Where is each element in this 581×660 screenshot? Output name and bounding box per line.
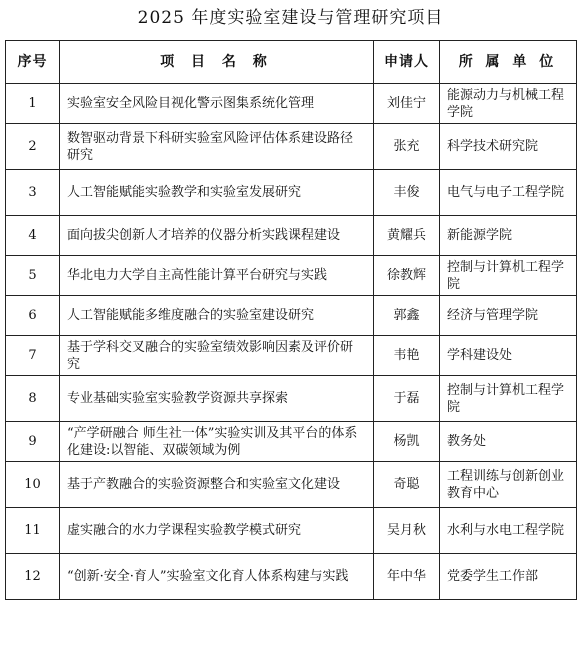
department: 水利与水电工程学院: [440, 508, 577, 554]
applicant: 韦艳: [374, 336, 440, 376]
project-title: 人工智能赋能多维度融合的实验室建设研究: [60, 296, 374, 336]
row-number: 8: [6, 376, 60, 422]
header-project-name: 项 目 名 称: [60, 41, 374, 84]
department: 学科建设处: [440, 336, 577, 376]
department: 电气与电子工程学院: [440, 170, 577, 216]
header-department: 所 属 单 位: [440, 41, 577, 84]
row-number: 3: [6, 170, 60, 216]
department: 教务处: [440, 422, 577, 462]
applicant: 奇聪: [374, 462, 440, 508]
applicant: 黄耀兵: [374, 216, 440, 256]
row-number: 7: [6, 336, 60, 376]
table-row: [6, 216, 577, 256]
header-no: 序号: [6, 41, 60, 84]
applicant: 郭鑫: [374, 296, 440, 336]
header-applicant: 申请人: [374, 41, 440, 84]
row-number: 4: [6, 216, 60, 256]
row-number: 2: [6, 124, 60, 170]
department: 科学技术研究院: [440, 124, 577, 170]
department: 经济与管理学院: [440, 296, 577, 336]
row-number: 1: [6, 84, 60, 124]
applicant: 丰俊: [374, 170, 440, 216]
applicant: 年中华: [374, 554, 440, 600]
applicant: 于磊: [374, 376, 440, 422]
project-title: 数智驱动背景下科研实验室风险评估体系建设路径研究: [60, 124, 374, 170]
project-title: “创新·安全·育人”实验室文化育人体系构建与实践: [60, 554, 374, 600]
applicant: 刘佳宁: [374, 84, 440, 124]
applicant: 徐教辉: [374, 256, 440, 296]
table-row: [6, 422, 577, 462]
applicant: 杨凯: [374, 422, 440, 462]
project-title: 人工智能赋能实验教学和实验室发展研究: [60, 170, 374, 216]
table-row: [6, 296, 577, 336]
project-title: 基于学科交叉融合的实验室绩效影响因素及评价研究: [60, 336, 374, 376]
table-row: [6, 554, 577, 600]
row-number: 9: [6, 422, 60, 462]
row-number: 5: [6, 256, 60, 296]
project-title: 虚实融合的水力学课程实验教学模式研究: [60, 508, 374, 554]
project-title: 华北电力大学自主高性能计算平台研究与实践: [60, 256, 374, 296]
project-title: 基于产教融合的实验资源整合和实验室文化建设: [60, 462, 374, 508]
applicant: 吴月秋: [374, 508, 440, 554]
table-row: [6, 84, 577, 124]
row-number: 10: [6, 462, 60, 508]
table-row: [6, 256, 577, 296]
table-row: [6, 508, 577, 554]
table-row: [6, 376, 577, 422]
table-header-row: [6, 41, 577, 84]
department: 党委学生工作部: [440, 554, 577, 600]
table-row: [6, 462, 577, 508]
applicant: 张充: [374, 124, 440, 170]
department: 控制与计算机工程学院: [440, 376, 577, 422]
table-row: [6, 170, 577, 216]
table-row: [6, 336, 577, 376]
row-number: 12: [6, 554, 60, 600]
project-title: 实验室安全风险目视化警示图集系统化管理: [60, 84, 374, 124]
project-title: “产学研融合 师生社一体”实验实训及其平台的体系化建设:以智能、双碳领域为例: [60, 422, 374, 462]
project-title: 面向拔尖创新人才培养的仪器分析实践课程建设: [60, 216, 374, 256]
project-title: 专业基础实验室实验教学资源共享探索: [60, 376, 374, 422]
department: 能源动力与机械工程学院: [440, 84, 577, 124]
department: 控制与计算机工程学院: [440, 256, 577, 296]
row-number: 11: [6, 508, 60, 554]
department: 工程训练与创新创业教育中心: [440, 462, 577, 508]
department: 新能源学院: [440, 216, 577, 256]
table-row: [6, 124, 577, 170]
document-title: 2025 年度实验室建设与管理研究项目: [137, 8, 444, 28]
row-number: 6: [6, 296, 60, 336]
project-table: [5, 40, 577, 600]
